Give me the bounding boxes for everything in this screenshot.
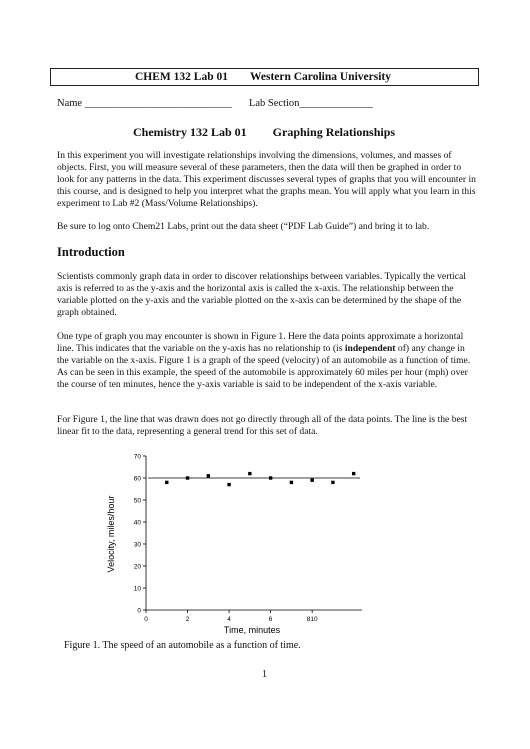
data-point — [207, 474, 210, 477]
data-point — [310, 479, 313, 482]
independent-term: independent — [344, 342, 396, 354]
data-point — [227, 483, 230, 486]
x-tick-label: 810 — [306, 616, 318, 623]
x-tick-label: 4 — [227, 616, 231, 623]
title-course: Chemistry 132 Lab 01 — [133, 125, 247, 139]
y-tick-label: 30 — [133, 541, 141, 549]
body-text-2: One type of graph you may encounter is shown in Figure 1. Here the data points approximate a horizontal line. This indicates that the variable on the y-axis has no relationship to (is independent of) any change in the variable on the x-axis. Figure 1 is a graph of the speed (velocity) of an automobile as a function of time. As can be seen in this example, the speed of the automobile is approximately 60 miles per hour (mph) over the course of ten minutes, hence the y-axis variable is said to be independent of the x-axis variable. — [57, 331, 471, 390]
body-text-1: Scientists commonly graph data in order to discover relationships between variables. Typically the vertical axis is referred to as the y-axis and the horizontal axis is called the x-axis. The relationship between the variable plotted on the y-axis and the variable plotted on the x-axis can be determined by the shape of the graph obtained. — [57, 271, 466, 318]
university-name: Western Carolina University — [250, 71, 391, 83]
y-axis-label: Velocity, miles/hour — [106, 495, 116, 573]
body-paragraph-3 — [57, 414, 477, 438]
x-tick-label: 2 — [185, 616, 190, 623]
title-topic: Graphing Relationships — [272, 125, 396, 139]
name-field-row — [57, 98, 373, 109]
lab-section-label: Lab Section — [248, 98, 300, 109]
name-blank[interactable]: ____________________________ — [84, 98, 232, 109]
y-axis-ticks — [134, 454, 146, 615]
intro-text: In this experiment you will investigate relationships involving the dimensions, volumes, and masses of objects. First, you will measure several of these parameters, then the data will then be graphed in order to look for any patterns in the data. This experiment discusses several types of graphs that you will encounter in this course, and is designed to help you interpret what the graphs mean. You will apply what you learn in this experiment to Lab #2 (Mass/Volume Relationships). — [57, 150, 476, 209]
data-points — [165, 472, 355, 486]
header-box — [50, 68, 479, 86]
section-heading: Introduction — [57, 245, 125, 259]
figure-1-chart — [100, 446, 380, 638]
intro-paragraph — [57, 150, 477, 210]
data-point — [331, 481, 334, 484]
data-point — [186, 476, 189, 479]
y-tick-label: 50 — [133, 497, 141, 505]
y-tick-label: 0 — [137, 607, 141, 615]
name-label: Name — [57, 98, 83, 109]
figure-caption: Figure 1. The speed of an automobile as a function of time. — [64, 640, 301, 651]
body-paragraph-2 — [57, 331, 477, 391]
x-axis-label: Time, minutes — [223, 625, 281, 635]
y-tick-label: 20 — [133, 563, 141, 571]
lab-section-blank[interactable]: ______________ — [299, 98, 373, 109]
chart-axes — [146, 456, 362, 610]
x-tick-label: 6 — [268, 616, 273, 623]
data-point — [248, 472, 251, 475]
x-tick-label: 0 — [144, 616, 148, 623]
data-point — [352, 472, 355, 475]
y-tick-label: 40 — [133, 519, 141, 527]
page-number: 1 — [262, 669, 267, 680]
login-text: Be sure to log onto Chem21 Labs, print out the data sheet (“PDF Lab Guide”) and bring it to lab. — [57, 221, 430, 232]
login-instruction — [57, 221, 477, 233]
page-title — [133, 125, 395, 140]
data-point — [269, 476, 272, 479]
body-paragraph-1 — [57, 271, 477, 319]
data-point — [290, 481, 293, 484]
y-tick-label: 70 — [133, 453, 141, 461]
y-tick-label: 10 — [133, 585, 141, 593]
data-point — [165, 481, 168, 484]
body-text-3: For Figure 1, the line that was drawn does not go directly through all of the data points. The line is the best linear fit to the data, representing a general trend for this set of data. — [57, 414, 468, 437]
course-lab-label: CHEM 132 Lab 01 — [135, 71, 228, 83]
y-tick-label: 60 — [133, 475, 141, 483]
x-axis-ticks — [144, 610, 318, 623]
